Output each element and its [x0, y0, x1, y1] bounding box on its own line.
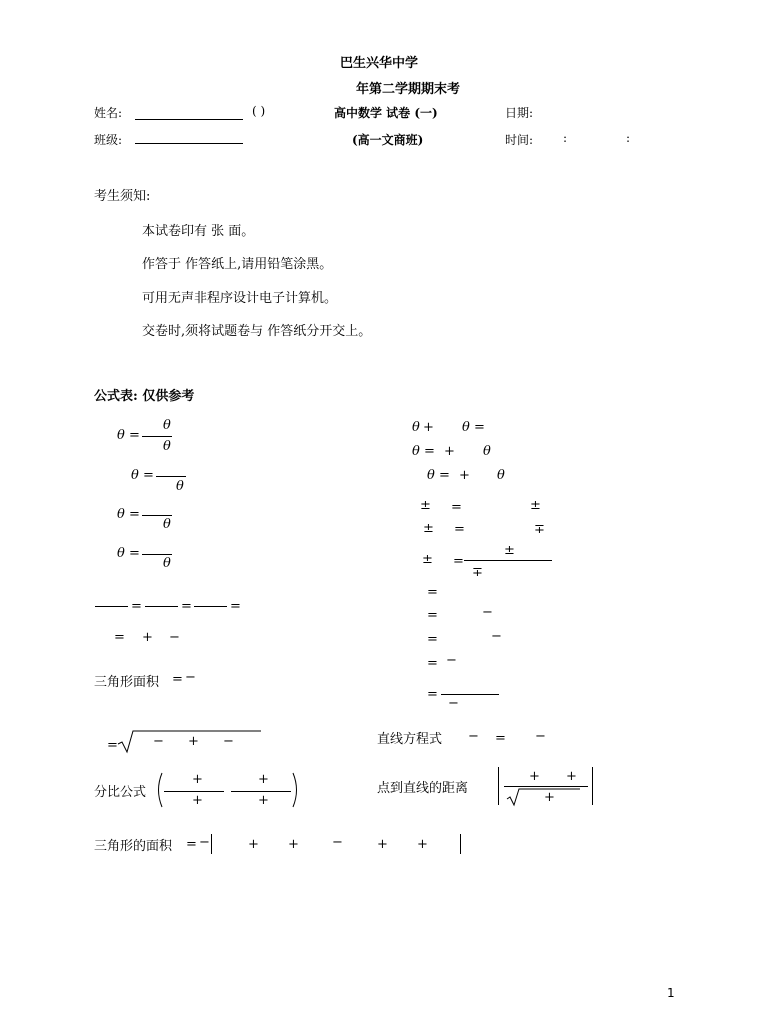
date-label: 日期: — [505, 106, 534, 120]
notice-title: 考生须知: — [94, 189, 151, 204]
plus-symbol: + — [142, 630, 153, 645]
theta-symbol: θ — [497, 468, 505, 483]
equals-symbol: = — [129, 546, 140, 561]
fraction-bar — [164, 791, 224, 792]
distance-label: 点到直线的距离 — [377, 781, 469, 796]
fraction-bar — [464, 560, 552, 561]
plus-symbol: + — [444, 444, 455, 459]
plus-symbol: + — [417, 837, 428, 852]
equals-symbol: = — [129, 428, 140, 443]
tri-area-label: 三角形的面积 — [94, 839, 173, 854]
plus-symbol: + — [258, 793, 269, 808]
theta-symbol: θ — [117, 507, 125, 522]
notice-item-2: 作答于 作答纸上,请用铅笔涂黑。 — [142, 257, 333, 272]
equals-symbol: = — [129, 507, 140, 522]
plus-symbol: + — [566, 769, 577, 784]
fraction-bar — [142, 554, 172, 555]
equals-symbol: = — [114, 630, 125, 645]
pm-symbol: ± — [420, 498, 431, 513]
plus-symbol: + — [188, 734, 199, 749]
equals-symbol: = — [427, 608, 438, 623]
theta-symbol: θ — [412, 420, 420, 435]
equals-symbol: = — [427, 585, 438, 600]
seat-paren: ( ) — [252, 104, 266, 118]
time-colon-2: : — [626, 131, 631, 145]
fraction-bar — [194, 606, 227, 607]
minus-symbol: − — [332, 835, 343, 850]
name-label: 姓名: — [94, 106, 123, 120]
theta-symbol: θ — [117, 428, 125, 443]
left-paren-icon — [154, 772, 164, 808]
mp-symbol: ∓ — [472, 565, 483, 580]
page-number: 1 — [667, 986, 675, 1000]
time-label: 时间: — [505, 133, 534, 147]
theta-symbol: θ — [117, 546, 125, 561]
abs-bar-right — [592, 767, 593, 805]
theta-symbol: θ — [176, 479, 184, 494]
minus-symbol: − — [153, 734, 164, 749]
equals-symbol: = — [439, 468, 450, 483]
plus-symbol: + — [377, 837, 388, 852]
equals-symbol: = — [474, 420, 485, 435]
class-field-line[interactable] — [135, 143, 243, 144]
minus-symbol: − — [223, 734, 234, 749]
formula-title: 公式表: 仅供参考 — [94, 389, 195, 404]
equals-symbol: = — [172, 672, 183, 687]
right-paren-icon — [291, 772, 301, 808]
plus-symbol: + — [288, 837, 299, 852]
fraction-bar — [142, 515, 172, 516]
plus-symbol: + — [248, 837, 259, 852]
plus-symbol: + — [192, 793, 203, 808]
time-colon-1: : — [563, 131, 568, 145]
equals-symbol: = — [453, 554, 464, 569]
minus-symbol: − — [446, 653, 457, 668]
theta-symbol: θ — [163, 439, 171, 454]
fraction-bar — [156, 476, 186, 477]
equals-symbol: = — [451, 500, 462, 515]
equals-symbol: = — [427, 687, 438, 702]
name-field-line[interactable] — [135, 119, 243, 120]
ratio-label: 分比公式 — [94, 785, 147, 800]
equals-symbol: = — [230, 599, 241, 614]
theta-symbol: θ — [163, 556, 171, 571]
equals-symbol: = — [427, 632, 438, 647]
equals-symbol: = — [181, 599, 192, 614]
equals-symbol: = — [143, 468, 154, 483]
area-label: 三角形面积 — [94, 675, 160, 690]
fraction-bar — [441, 694, 499, 695]
class-stream: (高一文商班) — [352, 133, 424, 147]
plus-symbol: + — [459, 468, 470, 483]
equals-symbol: = — [107, 738, 118, 753]
minus-symbol: − — [468, 729, 479, 744]
minus-symbol: − — [482, 605, 493, 620]
mp-symbol: ∓ — [534, 522, 545, 537]
equals-symbol: = — [427, 656, 438, 671]
plus-symbol: + — [529, 769, 540, 784]
notice-item-3: 可用无声非程序设计电子计算机。 — [142, 291, 338, 306]
pm-symbol: ± — [504, 543, 515, 558]
sqrt-icon — [505, 787, 581, 807]
equals-symbol: = — [495, 731, 506, 746]
plus-symbol: + — [258, 772, 269, 787]
equals-symbol: = — [186, 837, 197, 852]
abs-bar-left — [498, 767, 499, 805]
minus-symbol: − — [491, 629, 502, 644]
plus-symbol: + — [423, 420, 434, 435]
fraction-bar — [145, 606, 178, 607]
theta-symbol: θ — [412, 444, 420, 459]
equals-symbol: = — [131, 599, 142, 614]
minus-symbol: − — [185, 670, 196, 685]
fraction-bar — [95, 606, 128, 607]
theta-symbol: θ — [131, 468, 139, 483]
subject-title: 高中数学 试卷 (一) — [334, 106, 438, 120]
class-label: 班级: — [94, 133, 123, 147]
minus-symbol: − — [448, 696, 459, 711]
plus-symbol: + — [192, 772, 203, 787]
abs-bar-right — [460, 834, 461, 854]
theta-symbol: θ — [163, 517, 171, 532]
theta-symbol: θ — [427, 468, 435, 483]
plus-symbol: + — [544, 790, 555, 805]
pm-symbol: ± — [423, 521, 434, 536]
theta-symbol: θ — [483, 444, 491, 459]
minus-symbol: − — [535, 729, 546, 744]
notice-item-1: 本试卷印有 张 面。 — [142, 224, 255, 239]
exam-title: 年第二学期期末考 — [356, 82, 461, 97]
notice-item-4: 交卷时,须将试题卷与 作答纸分开交上。 — [142, 324, 372, 339]
theta-symbol: θ — [462, 420, 470, 435]
fraction-bar — [231, 791, 291, 792]
minus-symbol: − — [199, 835, 210, 850]
fraction-bar — [142, 436, 172, 437]
theta-symbol: θ — [163, 418, 171, 433]
minus-symbol: − — [169, 630, 180, 645]
equals-symbol: = — [424, 444, 435, 459]
pm-symbol: ± — [530, 498, 541, 513]
line-eq-label: 直线方程式 — [377, 732, 443, 747]
school-name: 巴生兴华中学 — [340, 56, 419, 71]
equals-symbol: = — [454, 522, 465, 537]
abs-bar-left — [211, 834, 212, 854]
pm-symbol: ± — [422, 552, 433, 567]
